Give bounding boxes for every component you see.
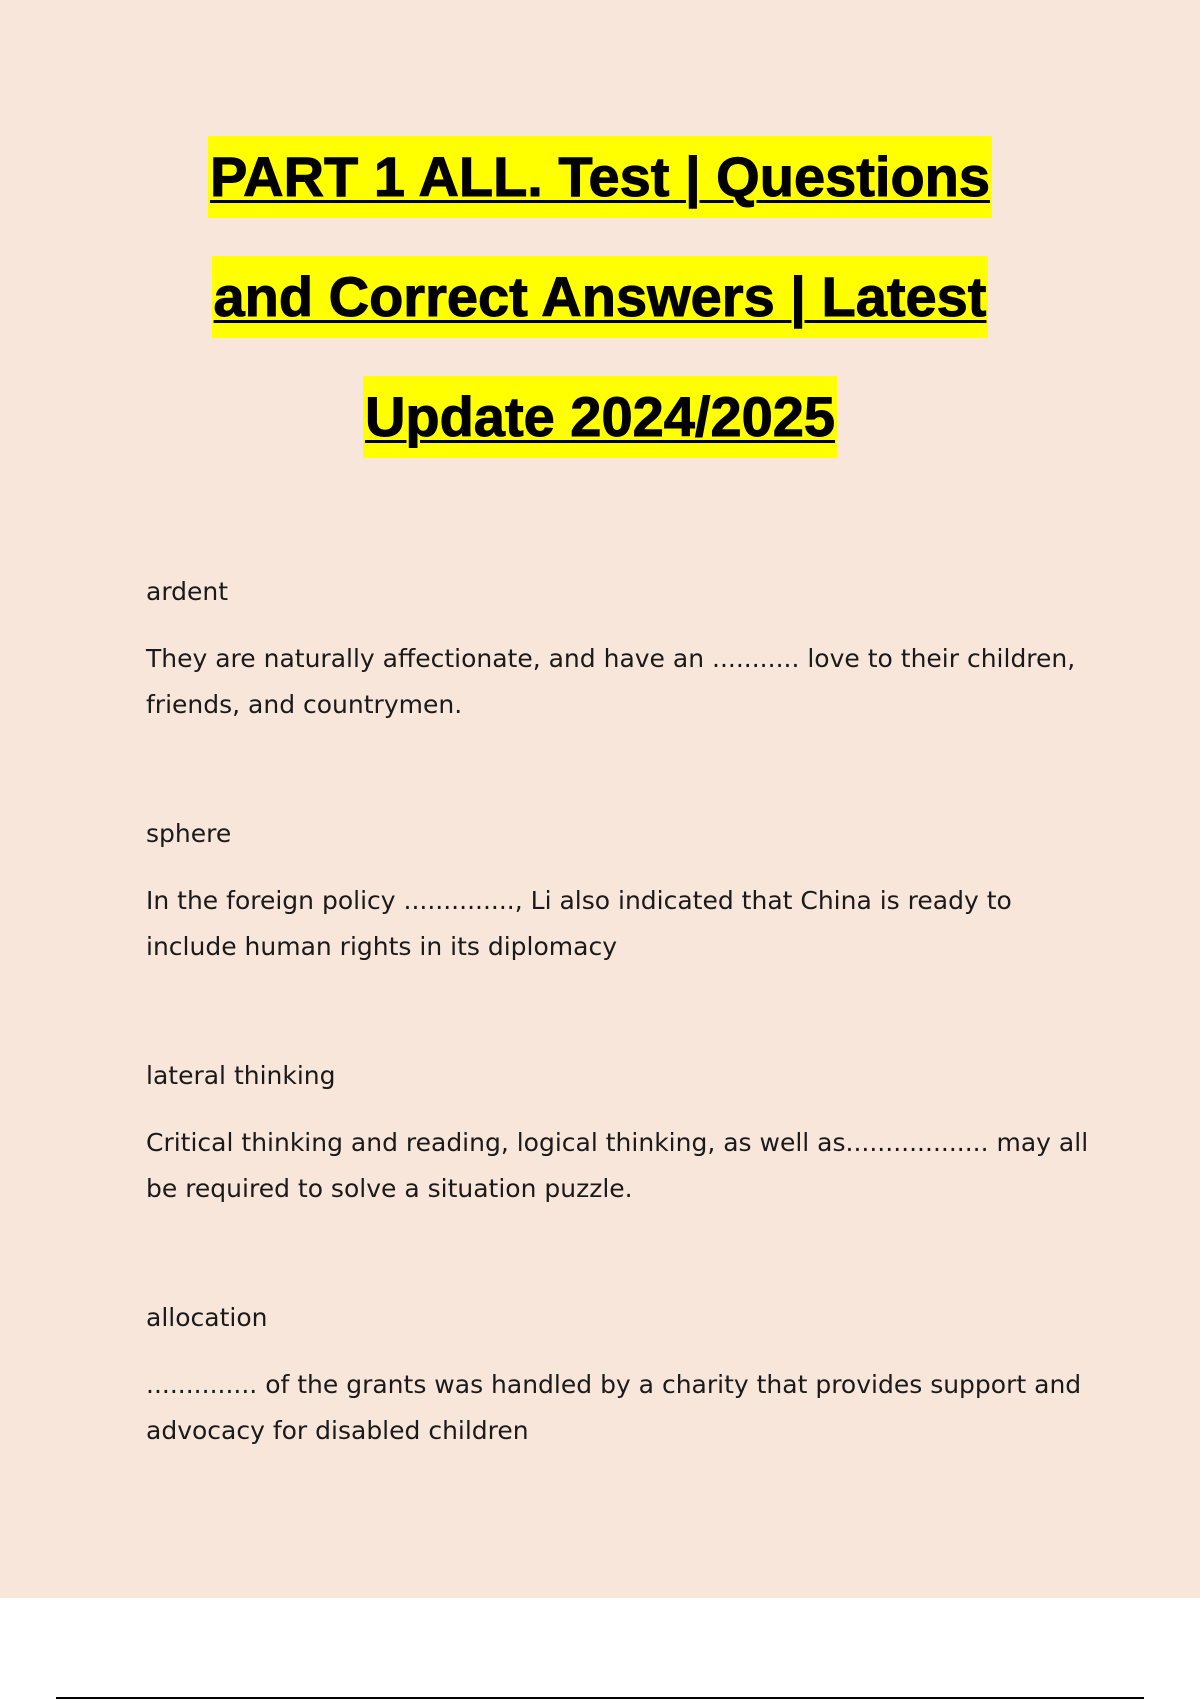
entry-sentence: .............. of the grants was handled by a charity that provides support and advocacy for disabled children [146,1370,1082,1445]
entry-sphere [146,817,1106,970]
title-line-1-text: PART 1 ALL. Test | Questions [208,136,992,218]
entry-sentence: In the foreign policy .............., Li also indicated that China is ready to include human rights in its diplomacy [146,886,1012,961]
title-line-3 [0,376,1200,496]
title-line-3-text: Update 2024/2025 [363,376,837,458]
entry-term: ardent [146,577,229,606]
title-line-2-text: and Correct Answers | Latest [212,256,989,338]
title-line-1 [0,136,1200,256]
entry-lateral-thinking [146,1059,1106,1212]
document-title [0,136,1200,496]
entry-term: lateral thinking [146,1061,336,1090]
entry-term: allocation [146,1303,268,1332]
entry-ardent [146,575,1106,728]
title-line-2 [0,256,1200,376]
entry-term: sphere [146,819,232,848]
entry-allocation [146,1301,1106,1454]
entry-sentence: Critical thinking and reading, logical thinking, as well as.................. may all be required to solve a situation puzzle. [146,1128,1089,1203]
footer-divider [56,1697,1144,1699]
entry-sentence: They are naturally affectionate, and have an ........... love to their children, friends, and countrymen. [146,644,1076,719]
